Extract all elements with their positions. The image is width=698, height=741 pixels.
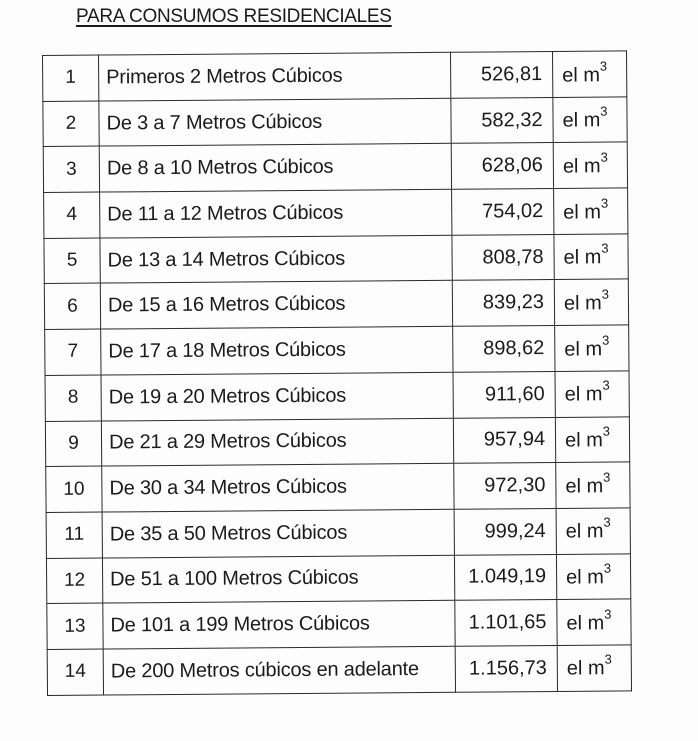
price-value: 1.101,65 bbox=[455, 600, 557, 646]
row-number: 5 bbox=[44, 238, 100, 284]
unit-label: el m bbox=[562, 155, 601, 178]
unit-exponent: 3 bbox=[604, 606, 612, 622]
consumption-range: De 19 a 20 Metros Cúbicos bbox=[101, 372, 453, 420]
unit-label: el m bbox=[566, 612, 605, 635]
price-value: 628,06 bbox=[451, 143, 553, 189]
unit-label: el m bbox=[565, 520, 604, 543]
row-number: 10 bbox=[46, 466, 102, 512]
unit-exponent: 3 bbox=[603, 514, 611, 530]
table-row bbox=[43, 142, 627, 192]
price-value: 754,02 bbox=[452, 189, 554, 235]
unit-cell bbox=[552, 51, 626, 97]
table-row bbox=[46, 508, 630, 558]
row-number: 6 bbox=[44, 283, 100, 329]
unit-label: el m bbox=[563, 200, 602, 224]
table-row bbox=[45, 371, 629, 421]
table-row bbox=[45, 416, 629, 466]
unit-cell bbox=[554, 279, 628, 325]
table-row bbox=[43, 51, 627, 101]
unit-label: el m bbox=[563, 292, 602, 315]
row-number: 7 bbox=[45, 329, 101, 375]
table-row bbox=[46, 553, 630, 603]
unit-cell bbox=[553, 142, 627, 188]
unit-exponent: 3 bbox=[601, 332, 610, 348]
price-value: 999,24 bbox=[454, 508, 556, 554]
consumption-range: De 8 a 10 Metros Cúbicos bbox=[99, 144, 451, 192]
unit-exponent: 3 bbox=[603, 469, 611, 485]
unit-cell bbox=[556, 553, 630, 599]
unit-exponent: 3 bbox=[601, 240, 609, 256]
price-value: 1.049,19 bbox=[454, 554, 556, 600]
consumption-range: De 3 a 7 Metros Cúbicos bbox=[99, 98, 451, 146]
unit-cell bbox=[553, 97, 627, 143]
unit-exponent: 3 bbox=[601, 286, 609, 302]
unit-exponent: 3 bbox=[600, 103, 608, 119]
consumption-range: De 17 a 18 Metros Cúbicos bbox=[101, 326, 453, 374]
unit-label: el m bbox=[563, 246, 602, 269]
unit-label: el m bbox=[565, 474, 604, 498]
consumption-range: De 101 a 199 Metros Cúbicos bbox=[103, 601, 455, 649]
unit-cell bbox=[554, 234, 628, 280]
unit-cell bbox=[555, 416, 629, 462]
tariff-table-body bbox=[43, 51, 632, 695]
unit-label: el m bbox=[562, 63, 601, 87]
consumption-range: De 51 a 100 Metros Cúbicos bbox=[102, 555, 454, 603]
unit-exponent: 3 bbox=[600, 195, 609, 211]
row-number: 8 bbox=[45, 375, 101, 421]
consumption-range: De 21 a 29 Metros Cúbicos bbox=[101, 418, 453, 466]
unit-exponent: 3 bbox=[600, 149, 608, 165]
row-number: 3 bbox=[43, 146, 99, 192]
unit-cell bbox=[554, 188, 628, 234]
table-row bbox=[47, 599, 631, 649]
unit-exponent: 3 bbox=[602, 423, 611, 439]
table-row bbox=[43, 97, 627, 147]
table-row bbox=[44, 234, 628, 284]
table-row bbox=[46, 462, 630, 512]
unit-cell bbox=[555, 371, 629, 417]
row-number: 11 bbox=[46, 512, 102, 558]
page-title: PARA CONSUMOS RESIDENCIALES bbox=[76, 6, 392, 27]
table-row bbox=[44, 188, 628, 238]
price-value: 582,32 bbox=[451, 97, 553, 143]
unit-label: el m bbox=[564, 429, 603, 452]
row-number: 14 bbox=[47, 649, 103, 695]
unit-label: el m bbox=[564, 383, 603, 406]
price-value: 898,62 bbox=[453, 326, 555, 372]
consumption-range: De 200 Metros cúbicos en adelante bbox=[103, 646, 455, 694]
consumption-range: De 15 a 16 Metros Cúbicos bbox=[100, 281, 452, 329]
unit-cell bbox=[557, 599, 631, 645]
table-row bbox=[47, 645, 631, 695]
price-value: 839,23 bbox=[452, 280, 554, 326]
row-number: 12 bbox=[46, 558, 102, 604]
unit-label: el m bbox=[562, 109, 601, 132]
table-row bbox=[44, 279, 628, 329]
unit-label: el m bbox=[566, 566, 605, 589]
row-number: 2 bbox=[43, 101, 99, 147]
row-number: 4 bbox=[44, 192, 100, 238]
consumption-range: De 11 a 12 Metros Cúbicos bbox=[100, 189, 452, 237]
unit-exponent: 3 bbox=[602, 377, 610, 393]
unit-cell bbox=[556, 462, 630, 508]
price-value: 808,78 bbox=[452, 234, 554, 280]
tariff-table bbox=[42, 50, 632, 695]
row-number: 13 bbox=[47, 603, 103, 649]
unit-exponent: 3 bbox=[603, 560, 612, 576]
consumption-range: Primeros 2 Metros Cúbicos bbox=[99, 52, 451, 100]
table-row bbox=[45, 325, 629, 375]
unit-cell bbox=[557, 645, 631, 691]
price-value: 972,30 bbox=[454, 463, 556, 509]
unit-cell bbox=[555, 325, 629, 371]
consumption-range: De 30 a 34 Metros Cúbicos bbox=[102, 463, 454, 511]
tariff-table-wrapper bbox=[42, 50, 631, 695]
price-value: 526,81 bbox=[450, 51, 552, 97]
consumption-range: De 13 a 14 Metros Cúbicos bbox=[100, 235, 452, 283]
price-value: 957,94 bbox=[453, 417, 555, 463]
row-number: 9 bbox=[45, 421, 101, 467]
row-number: 1 bbox=[43, 55, 99, 101]
consumption-range: De 35 a 50 Metros Cúbicos bbox=[102, 509, 454, 557]
price-value: 1.156,73 bbox=[455, 645, 557, 691]
unit-label: el m bbox=[566, 657, 605, 681]
price-value: 911,60 bbox=[453, 371, 555, 417]
unit-exponent: 3 bbox=[604, 651, 612, 668]
unit-exponent: 3 bbox=[599, 58, 608, 74]
unit-label: el m bbox=[564, 337, 603, 361]
unit-cell bbox=[556, 508, 630, 554]
